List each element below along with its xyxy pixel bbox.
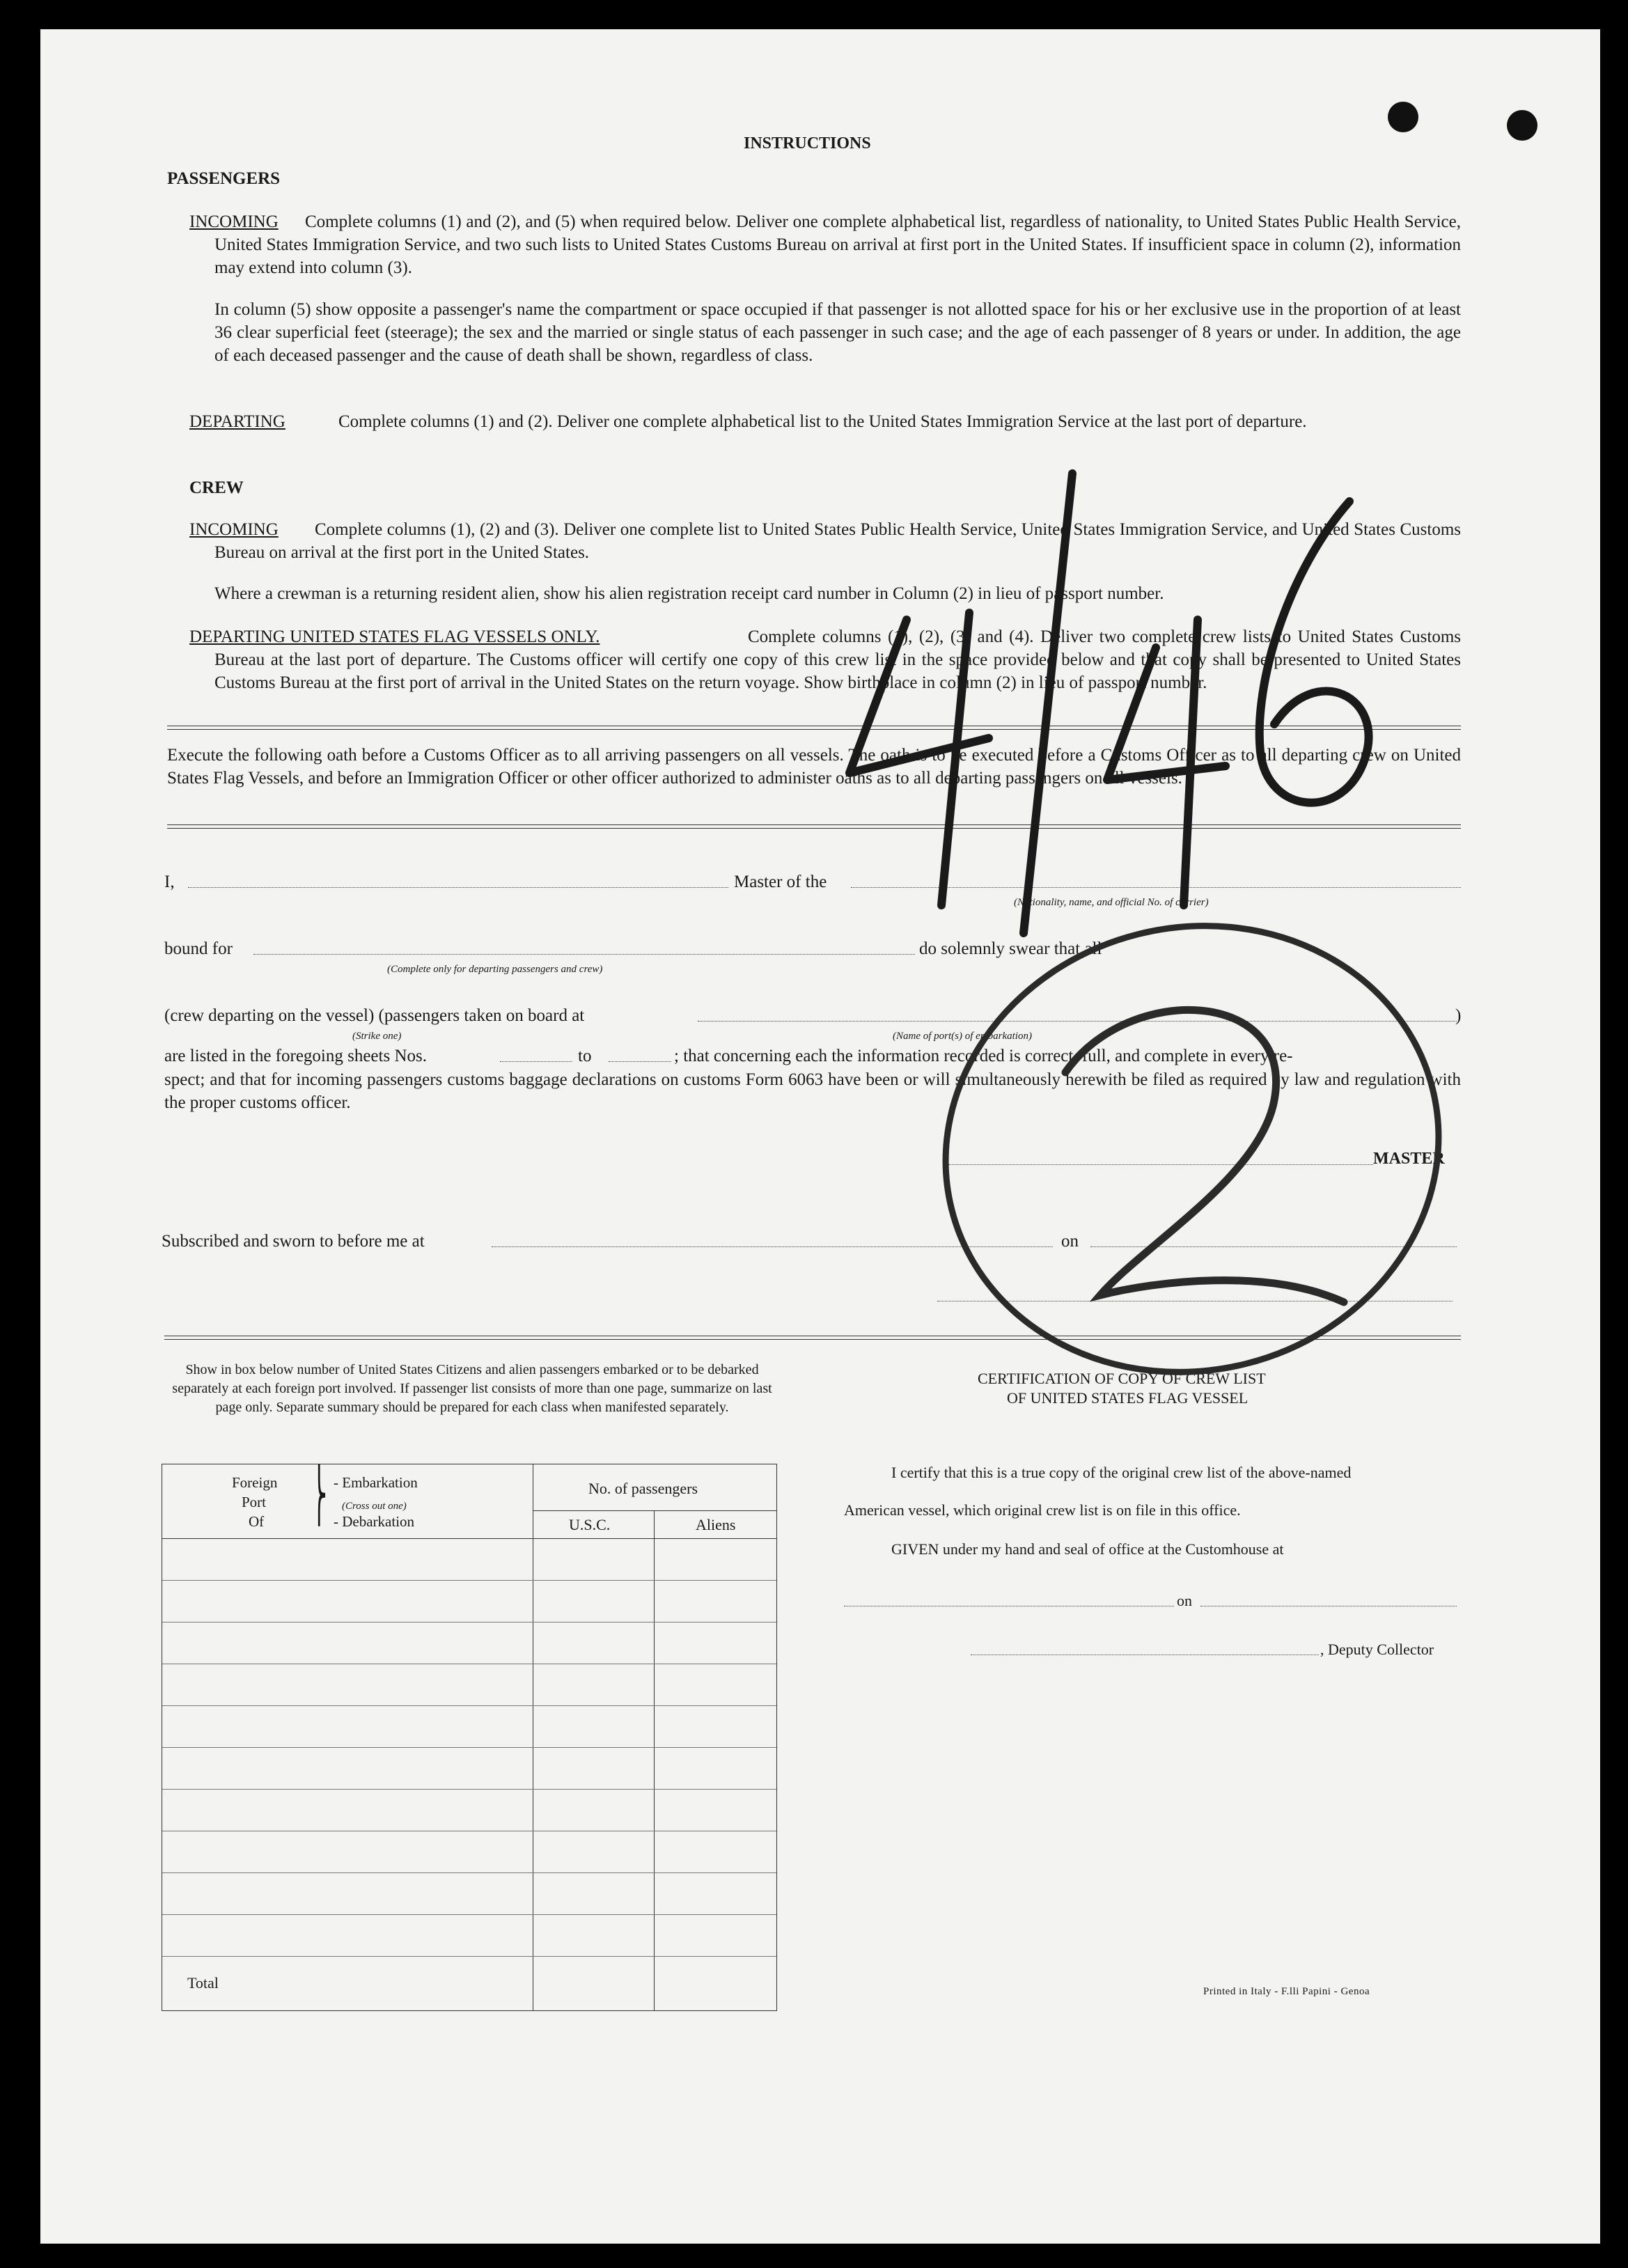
digit-6 (1260, 501, 1369, 803)
sheets-text-a: are listed in the foregoing sheets Nos. (164, 1047, 427, 1065)
sheets-text-b: ; that concerning each the information recorded is correct, full, and complete in every re- (674, 1047, 1293, 1065)
embarkation-close-paren: ) (1455, 1006, 1462, 1025)
certification-text-b: American vessel, which original crew list is on file in this office. (844, 1501, 1241, 1519)
crew-departing-label: DEPARTING UNITED STATES FLAG VESSELS ONLY. (189, 627, 600, 646)
certification-title-2: OF UNITED STATES FLAG VESSEL (1007, 1389, 1249, 1407)
strike-one-caption: (Strike one) (352, 1031, 402, 1042)
certification-title-1: CERTIFICATION OF COPY OF CREW LIST (978, 1370, 1266, 1387)
carrier-caption: (Nationality, name, and official No. of carrier) (1014, 897, 1209, 908)
table-total-label: Total (187, 1974, 219, 1992)
passengers-incoming-text: Complete columns (1) and (2), and (5) when required below. Deliver one complete alphabetical list, regardless of nationality, to United States Public Health Service, United States Immigration Service, and two such lists to United States Customs Bureau on arrival at first port in the United States. If insufficient space in column (2), information may extend into column (3). (214, 212, 1461, 277)
table-cross-out-label: (Cross out one) (342, 1501, 407, 1512)
bound-for-label: bound for (164, 939, 233, 958)
table-no-passengers-header: No. of passengers (588, 1480, 698, 1497)
table-of-label: Of (249, 1513, 265, 1530)
crew-departing-text: (crew departing on the vessel) (passengers taken on board at (164, 1006, 585, 1025)
printer-credit: Printed in Italy - F.lli Papini - Genoa (1203, 1986, 1370, 1997)
table-foreign-label: Foreign (232, 1474, 278, 1491)
crew-incoming-text: Complete columns (1), (2) and (3). Deliver one complete list to United States Public Health Service, United States Immigration Service, and United States Customs Bureau on arrival at the first port in the United States. (214, 520, 1461, 562)
table-debarkation-label: - Debarkation (334, 1513, 415, 1530)
digit-1 (1024, 474, 1072, 933)
passengers-incoming-label: INCOMING (189, 212, 279, 231)
circled-number (898, 874, 1487, 1423)
crew-heading: CREW (189, 478, 244, 497)
crew-incoming-label: INCOMING (189, 520, 279, 539)
crew-resident-text: Where a crewman is a returning resident alien, show his alien registration receipt card number in Column (2) in lieu of passport number. (214, 584, 1164, 603)
digit-4-first (850, 613, 989, 905)
passengers-departing-text: Complete columns (1) and (2). Deliver one complete alphabetical list to the United States Immigration Service at the last port of departure. (338, 412, 1307, 431)
certification-text-a: I certify that this is a true copy of the original crew list of the above-named (891, 1464, 1352, 1481)
circled-digit-2 (1065, 1010, 1344, 1302)
embarkation-caption: (Name of port(s) of embarkation) (893, 1031, 1032, 1042)
table-port-label: Port (242, 1494, 267, 1510)
sheets-text-c: spect; and that for incoming passengers customs baggage declarations on customs Form 6063 have been or will simultaneously herewith be filed as required by law and regulation with the proper customs officer. (164, 1070, 1461, 1112)
passengers-departing-label: DEPARTING (189, 412, 285, 431)
bound-for-caption: (Complete only for departing passengers and crew) (387, 964, 603, 975)
master-of-the-label: Master of the (734, 873, 827, 891)
table-embarkation-label: - Embarkation (334, 1474, 418, 1491)
master-label: MASTER (1373, 1150, 1445, 1168)
sheets-to-label: to (578, 1047, 592, 1065)
circle-mark (898, 874, 1487, 1423)
handwritten-number (850, 474, 1368, 933)
oath-intro: Execute the following oath before a Customs Officer as to all arriving passengers on all vessels. The oath is to be executed before a Customs Officer as to all departing crew on United States Flag Vessels, and before an Immigration Officer or other officer authorized to administer oaths as to all departing passengers on all vessels. (167, 746, 1461, 788)
deputy-collector-label: , Deputy Collector (1320, 1641, 1434, 1658)
page-title: INSTRUCTIONS (744, 134, 871, 152)
crew-departing-text: Complete columns (1), (2), (3) and (4). Deliver two complete crew lists to United States Customs Bureau at the last port of departure. The Customs officer will certify one copy of this crew list in the space provided below and that copy shall be presented to United States Customs Bureau at the first port of arrival in the United States on the return voyage. Show birthplace in column (2) in lieu of passport number. (214, 627, 1461, 692)
certification-given: GIVEN under my hand and seal of office at the Customhouse at (891, 1540, 1284, 1558)
table-brace: ⎬ (311, 1468, 327, 1526)
swear-text: do solemnly swear that all (919, 939, 1102, 958)
subscribed-label: Subscribed and sworn to before me at (162, 1232, 425, 1251)
table-usc-header: U.S.C. (569, 1516, 611, 1533)
certification-on-label: on (1177, 1592, 1192, 1609)
passengers-column5-text: In column (5) show opposite a passenger's name the compartment or space occupied if that passenger is not allotted space for his or her exclusive use in the proportion of at least 36 clear superficial feet (steerage); the sex and the married or single status of each passenger in such case; and the age of each passenger of 8 years or under. In addition, the age of each deceased passenger and the cause of death shall be shown, regardless of class. (214, 300, 1461, 365)
table-aliens-header: Aliens (696, 1516, 736, 1533)
summary-instructions: Show in box below number of United States Citizens and alien passengers embarked or to be debarked separately at each foreign port involved. If passenger list consists of more than one page, summarize on last page only. Separate summary should be prepared for each class when manifested separately. (172, 1362, 772, 1415)
digit-4-second (1107, 620, 1226, 905)
passengers-heading: PASSENGERS (167, 169, 281, 188)
oath-i-label: I, (164, 873, 175, 891)
subscribed-on-label: on (1061, 1232, 1079, 1251)
